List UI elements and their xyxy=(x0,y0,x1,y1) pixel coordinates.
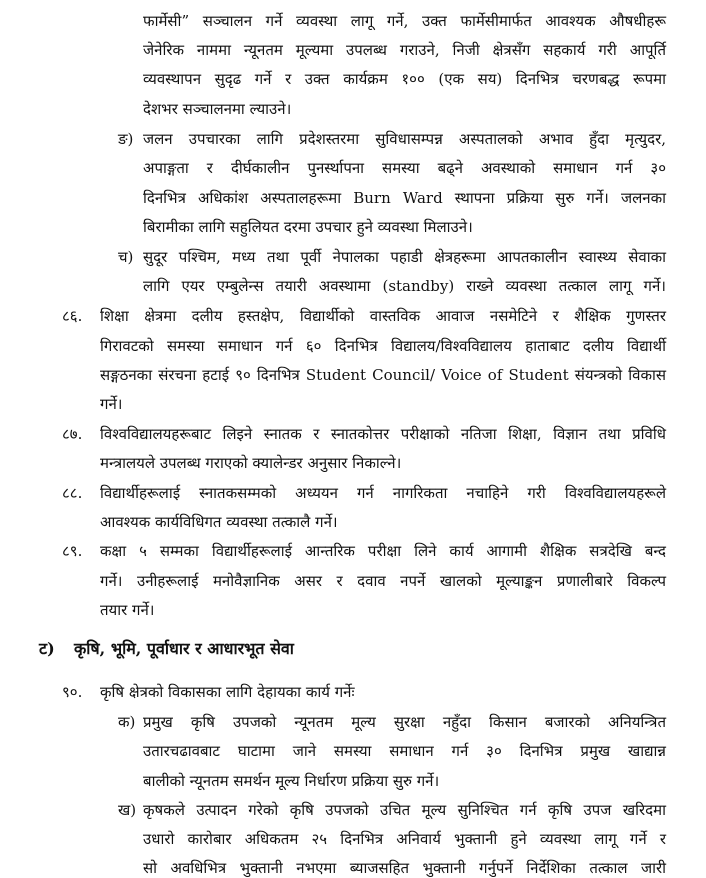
item-marker: ख) xyxy=(118,801,137,819)
text-line: फार्मेसी” सञ्चालन गर्ने व्यवस्था लागू गर्ने, उक्त फार्मेसीमार्फत आवश्यक औषधीहरू xyxy=(143,12,666,30)
text-line: विद्यार्थीहरूलाई स्नातकसम्मको अध्ययन गर्न नागरिकता नचाहिने गरी विश्वविद्यालयहरूले xyxy=(100,484,666,502)
paragraph-number: ८६. xyxy=(62,307,83,325)
paragraph-number: ८९. xyxy=(62,542,83,560)
text-line: बिरामीका लागि सहुलियत दरमा उपचार हुने व्यवस्था मिलाउने। xyxy=(143,218,473,236)
text-line: जेनेरिक नाममा न्यूनतम मूल्यमा उपलब्ध गराउने, निजी क्षेत्रसँग सहकार्य गरी आपूर्ति xyxy=(143,41,666,59)
item-marker: क) xyxy=(118,713,136,731)
text-line: शिक्षा क्षेत्रमा दलीय हस्तक्षेप, विद्यार्थीको वास्तविक आवाज नसमेटिने र शैक्षिक गुणस्तर xyxy=(100,307,666,325)
text-line: जलन उपचारका लागि प्रदेशस्तरमा सुविधासम्पन्न अस्पतालको अभाव हुँदा मृत्युदर, xyxy=(143,130,666,148)
text-line: कक्षा ५ सम्मका विद्यार्थीहरूलाई आन्तरिक परीक्षा लिने कार्य आगामी शैक्षिक सत्रदेखि बन्द xyxy=(100,542,666,560)
text-line: व्यवस्थापन सुदृढ गर्ने र उक्त कार्यक्रम १०० (एक सय) दिनभित्र चरणबद्ध रूपमा xyxy=(143,70,666,88)
text-line: अपाङ्गता र दीर्घकालीन पुनर्स्थापना समस्या बढ्ने अवस्थाको समाधान गर्न ३० xyxy=(143,159,666,177)
text-line: उतारचढावबाट घाटामा जाने समस्या समाधान गर्न ३० दिनभित्र प्रमुख खाद्यान्न xyxy=(143,742,666,760)
text-line: विश्वविद्यालयहरूबाट लिइने स्नातक र स्नातकोत्तर परीक्षाको नतिजा शिक्षा, विज्ञान तथा प्रविधि xyxy=(100,425,666,443)
paragraph-number: ८८. xyxy=(62,484,83,502)
section-marker: ट) xyxy=(39,639,55,658)
item-marker: च) xyxy=(118,248,134,266)
text-line: बालीको न्यूनतम समर्थन मूल्य निर्धारण प्रक्रिया सुरु गर्ने। xyxy=(143,772,440,790)
text-line: लागि एयर एम्बुलेन्स तयारी अवस्थामा (standby) राख्ने व्यवस्था तत्काल लागू गर्ने। xyxy=(143,277,666,295)
text-line: गिरावटको समस्या समाधान गर्न ६० दिनभित्र विद्यालय/विश्वविद्यालय हाताबाट दलीय विद्यार्थी xyxy=(100,337,666,355)
text-line: कृषि क्षेत्रको विकासका लागि देहायका कार्य गर्नेः xyxy=(100,683,355,701)
section-title: कृषि, भूमि, पूर्वाधार र आधारभूत सेवा xyxy=(74,639,294,658)
item-marker: ङ) xyxy=(118,130,134,148)
text-line: दिनभित्र अधिकांश अस्पतालहरूमा Burn Ward स्थापना प्रक्रिया सुरु गर्ने। जलनका xyxy=(143,189,666,207)
text-line: सुदूर पश्चिम, मध्य तथा पूर्वी नेपालका पहाडी क्षेत्रहरूमा आपतकालीन स्वास्थ्य सेवाका xyxy=(143,248,666,266)
text-line: प्रमुख कृषि उपजको न्यूनतम मूल्य सुरक्षा नहुँदा किसान बजारको अनियन्त्रित xyxy=(143,713,666,731)
text-line: गर्ने। उनीहरूलाई मनोवैज्ञानिक असर र दवाव नपर्ने खालको मूल्याङ्कन प्रणालीबारे विकल्प xyxy=(100,572,666,590)
text-line: तयार गर्ने। xyxy=(100,601,155,619)
text-line: कृषकले उत्पादन गरेको कृषि उपजको उचित मूल्य सुनिश्चित गर्न कृषि उपज खरिदमा xyxy=(143,801,666,819)
paragraph-number: ८७. xyxy=(62,425,83,443)
text-line: गर्ने। xyxy=(100,395,123,413)
text-line: मन्त्रालयले उपलब्ध गराएको क्यालेन्डर अनुसार निकाल्ने। xyxy=(100,454,402,472)
paragraph-number: ९०. xyxy=(62,683,83,701)
text-line: उधारो कारोबार अधिकतम २५ दिनभित्र अनिवार्य भुक्तानी हुने व्यवस्था लागू गर्ने र xyxy=(143,830,666,848)
text-line: सङ्गठनका संरचना हटाई ९० दिनभित्र Student Council/ Voice of Student संयन्त्रको विकास xyxy=(100,366,666,384)
text-line: आवश्यक कार्यविधिगत व्यवस्था तत्कालै गर्ने। xyxy=(100,513,338,531)
text-line: सो अवधिभित्र भुक्तानी नभएमा ब्याजसहित भुक्तानी गर्नुपर्ने निर्देशिका तत्काल जारी xyxy=(143,859,666,877)
text-line: देशभर सञ्चालनमा ल्याउने। xyxy=(143,100,292,118)
